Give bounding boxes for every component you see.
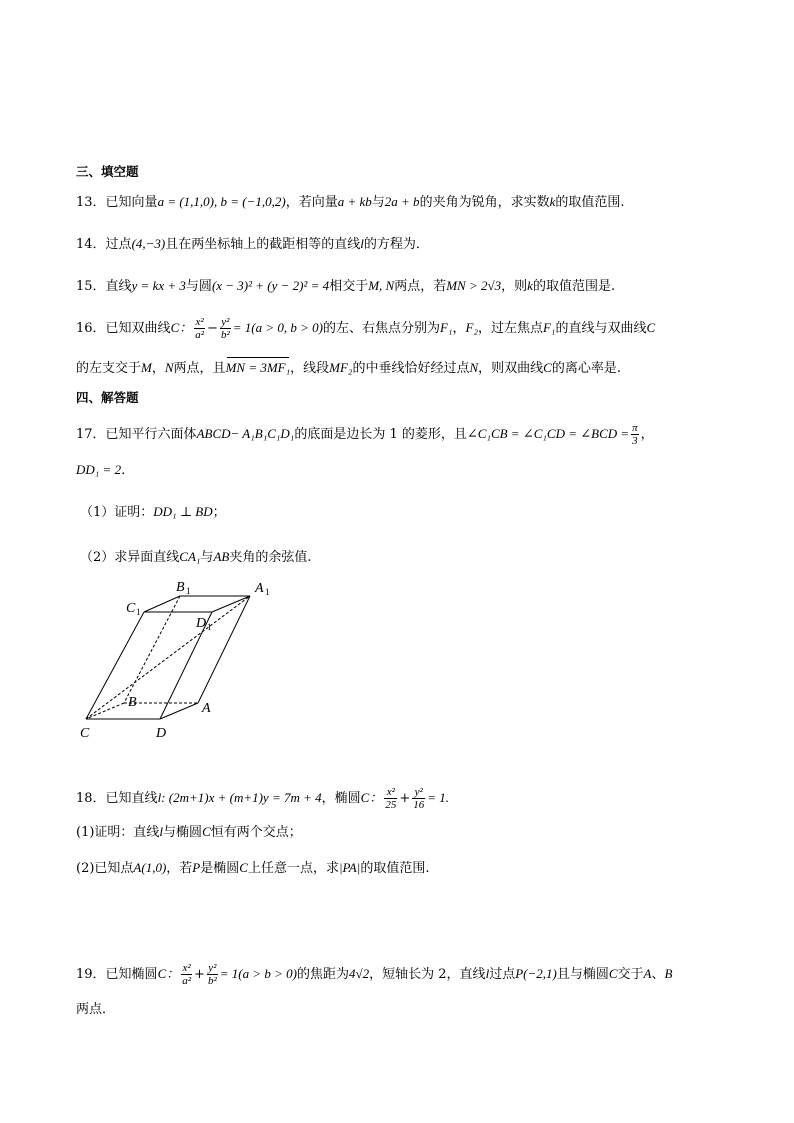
diagonal-c-a1: [86, 596, 250, 719]
math-expr: MN > 2√3: [446, 278, 502, 293]
math-expr: = 1(a > 0, b > 0): [232, 320, 323, 335]
fraction: [412, 786, 425, 811]
text: 过点: [105, 237, 132, 252]
math-operator: +: [399, 791, 411, 806]
fraction-denominator: b²: [220, 329, 230, 341]
math-expr: F₁: [542, 320, 556, 335]
math-expr: A(1,0): [133, 860, 167, 875]
fraction: [207, 962, 218, 987]
text: 的左、右焦点分别为: [323, 321, 441, 336]
question-number: 13．: [76, 195, 106, 210]
text: 与: [200, 550, 214, 565]
math-operator: +: [194, 967, 205, 982]
fraction-denominator: a²: [195, 329, 205, 341]
math-expr: l: [485, 966, 490, 981]
fraction: [384, 786, 397, 811]
label-a: A: [202, 701, 211, 716]
question-18-part-2: [76, 859, 429, 878]
text: 已知向量: [105, 195, 158, 210]
text: 的直线与双曲线: [555, 321, 647, 336]
question-number: 19．: [76, 967, 106, 982]
label-a1: A: [255, 581, 264, 596]
text: 已知平行六面体: [105, 427, 197, 442]
fraction: [181, 962, 192, 987]
fraction-numerator: y²: [221, 316, 230, 328]
math-expr: k: [549, 194, 556, 209]
question-17-continued: DD₁ = 2．: [76, 462, 135, 477]
label-subscript: 1: [207, 622, 212, 632]
fraction-numerator: x²: [195, 316, 204, 328]
text: 已知双曲线: [105, 321, 171, 336]
text: ，则双曲线: [478, 361, 544, 376]
math-expr: C: [543, 360, 552, 375]
math-expr: N: [164, 360, 174, 375]
math-expr: l: [159, 824, 164, 839]
text: ，: [452, 321, 466, 336]
math-expr: |PA|: [338, 860, 361, 875]
question-17: [76, 422, 654, 447]
edge-b-c-hidden: [86, 703, 124, 719]
math-expr: 4√2: [349, 966, 370, 981]
math-expr: = 1.: [427, 790, 450, 805]
question-number: 16．: [76, 321, 106, 336]
text: 的夹角为锐角，求实数: [419, 195, 550, 210]
math-expr: C: [608, 966, 618, 981]
text: 、: [651, 967, 665, 982]
label-b1: B: [176, 580, 185, 595]
text: 的取值范围.: [555, 195, 625, 210]
math-expr: M: [141, 360, 152, 375]
text: 与椭圆: [163, 825, 203, 840]
math-expr: C：: [360, 790, 383, 805]
text: ，若: [166, 861, 193, 876]
math-expr: F₂: [465, 320, 478, 335]
text: 的取值范围是.: [532, 279, 616, 294]
edge-a1-d1: [212, 596, 250, 612]
vector-expr: MN = 3MF₁: [225, 360, 291, 375]
text: ，则: [501, 279, 528, 294]
text: 交于: [617, 967, 644, 982]
text: 上任意一点，求: [247, 861, 339, 876]
text: ，: [151, 361, 165, 376]
label-d: D: [156, 726, 167, 741]
math-operator: −: [207, 321, 218, 336]
math-expr: MF₂: [329, 360, 353, 375]
math-expr: a = (1,1,0),: [157, 194, 221, 209]
math-expr: l: (2m+1)x + (m+1)y = 7m + 4: [157, 790, 322, 805]
text: ，若向量: [285, 195, 338, 210]
label-c1: C: [126, 601, 136, 616]
math-expr: N: [469, 360, 479, 375]
text: ，短轴长为 2，直线: [369, 967, 486, 982]
math-expr: b = (−1,0,2): [220, 194, 286, 209]
math-expr: a + kb: [337, 194, 372, 209]
text: 已知椭圆: [105, 967, 158, 982]
math-expr: l: [360, 236, 364, 251]
math-expr: = 1(a > b > 0): [219, 966, 297, 981]
question-17-part-2: [80, 548, 311, 567]
text: 与圆: [185, 279, 212, 294]
math-expr: P(−2,1): [515, 966, 557, 981]
math-expr: C：: [157, 966, 180, 981]
text: 两点，若: [394, 279, 447, 294]
text: 且与椭圆: [556, 967, 609, 982]
fraction-denominator: a²: [182, 975, 192, 987]
label-b: B: [128, 695, 137, 710]
fraction-numerator: y²: [208, 962, 217, 974]
math-expr: ∠C₁CB = ∠C₁CD = ∠BCD =: [466, 426, 630, 441]
label-d1: D: [196, 616, 207, 631]
fraction: [194, 316, 205, 341]
question-number: 14．: [76, 237, 106, 252]
fraction-numerator: x²: [384, 786, 397, 799]
question-19-continued: 两点．: [76, 1002, 116, 1017]
section-heading-solve: 四、解答题: [76, 390, 139, 405]
text: 的中垂线恰好经过点: [352, 361, 470, 376]
text: 直线: [105, 279, 132, 294]
fraction: [220, 316, 231, 341]
section-heading-fill-blank: 三、填空题: [76, 164, 139, 179]
question-17-part-1: [80, 503, 226, 522]
text: 已知直线: [105, 791, 158, 806]
text: 且在两坐标轴上的截距相等的直线: [165, 237, 361, 252]
text: (2)已知点: [76, 861, 134, 876]
math-expr: M, N: [368, 278, 395, 293]
math-expr: 2a + b: [384, 194, 420, 209]
text: ，线段: [290, 361, 330, 376]
text: 的焦距为: [297, 967, 350, 982]
math-expr: ABCD− A₁B₁C₁D₁: [196, 426, 295, 441]
edge-c1-b1: [144, 596, 180, 612]
question-15: [76, 277, 615, 296]
label-subscript: 1: [186, 586, 191, 596]
math-expr: C: [202, 824, 211, 839]
text: 的离心率是.: [551, 361, 621, 376]
math-expr: C: [239, 860, 248, 875]
fraction-denominator: 25: [385, 799, 397, 811]
question-13: [76, 193, 625, 212]
text: 夹角的余弦值.: [229, 550, 312, 565]
question-number: 15．: [76, 279, 106, 294]
math-expr: (4,−3): [131, 236, 166, 251]
math-expr: A: [643, 966, 652, 981]
text: 相交于: [329, 279, 369, 294]
text: 的左支交于: [76, 361, 142, 376]
math-expr: CA₁: [179, 549, 201, 564]
parallelepiped-figure: [76, 575, 286, 745]
math-expr: DD₁ ⊥ BD: [153, 504, 213, 519]
text: 两点，且: [173, 361, 226, 376]
fraction-numerator: y²: [412, 786, 425, 799]
text: （1）证明：: [80, 505, 154, 520]
fraction-numerator: x²: [182, 962, 191, 974]
math-expr: P: [192, 860, 201, 875]
text: 与: [371, 195, 385, 210]
fraction-denominator: 16: [413, 799, 425, 811]
question-19: [76, 962, 672, 987]
text: 过点: [489, 967, 516, 982]
fraction-numerator: π: [632, 422, 638, 434]
question-16: [76, 316, 655, 341]
fraction: [631, 422, 639, 447]
fraction-denominator: 3: [632, 435, 638, 447]
question-18-part-1: [76, 823, 302, 842]
label-c: C: [80, 726, 90, 741]
question-16-continued: [76, 359, 621, 378]
text: 的底面是边长为 1 的菱形，且: [294, 427, 467, 442]
text: 的方程为．: [363, 237, 429, 252]
label-subscript: 1: [265, 587, 270, 597]
math-expr: F₁: [440, 320, 453, 335]
math-expr: y = kx + 3: [131, 278, 186, 293]
math-expr: (x − 3)² + (y − 2)² = 4: [211, 278, 330, 293]
math-expr: k: [527, 278, 533, 293]
label-subscript: 1: [136, 607, 141, 617]
text: 是椭圆: [200, 861, 240, 876]
math-expr: B: [664, 966, 673, 981]
text: ，: [640, 427, 654, 442]
math-expr: C：: [170, 320, 193, 335]
math-expr: AB: [213, 549, 230, 564]
question-18: [76, 786, 449, 811]
text: ，椭圆: [321, 791, 361, 806]
question-number: 17．: [76, 427, 106, 442]
math-expr: C: [646, 320, 656, 335]
text: 恒有两个交点；: [210, 825, 302, 840]
text: (1)证明：直线: [76, 825, 160, 840]
question-14: [76, 235, 429, 254]
text: ；: [212, 505, 226, 520]
text: （2）求异面直线: [80, 550, 180, 565]
text: 的取值范围.: [360, 861, 430, 876]
question-number: 18．: [76, 791, 106, 806]
text: ，过左焦点: [477, 321, 543, 336]
fraction-denominator: b²: [207, 975, 217, 987]
edge-d-a: [160, 703, 198, 719]
